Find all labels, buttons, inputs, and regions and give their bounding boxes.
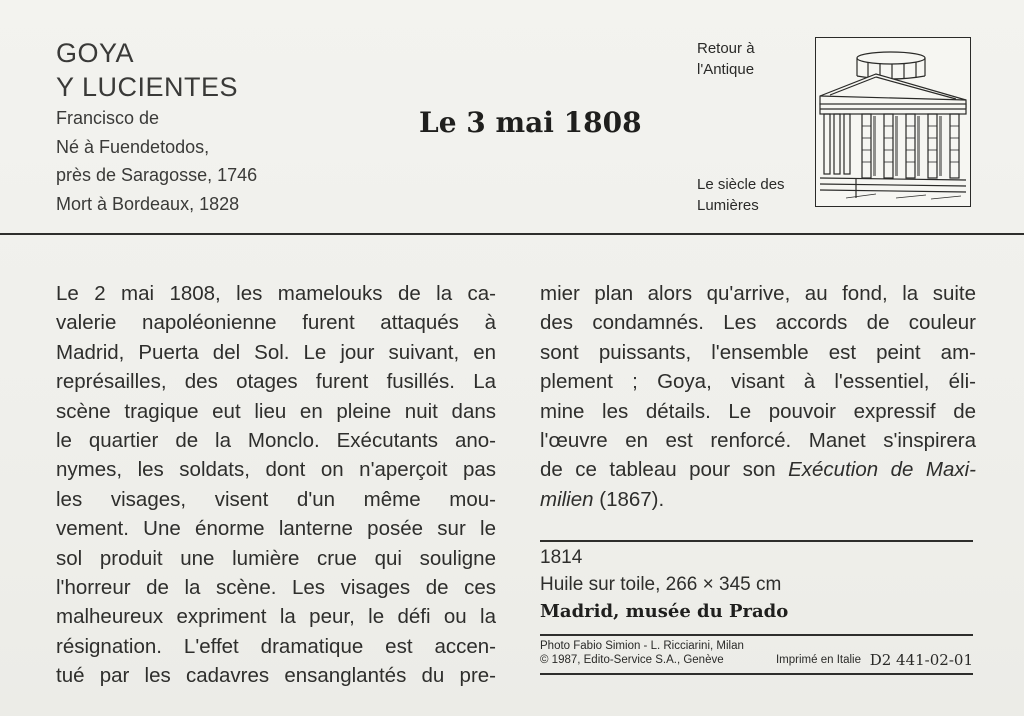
artwork-medium: Huile sur toile, 266 × 345 cm <box>540 574 782 595</box>
photo-credit: Photo Fabio Simion - L. Ricciarini, Milan <box>540 640 744 652</box>
artist-name-line1: GOYA <box>56 38 135 68</box>
text-line: sont puissants, l'ensemble est peint am- <box>540 340 976 364</box>
text-fragment: de ce tableau pour son <box>540 458 789 482</box>
text-fragment: (1867). <box>593 487 665 511</box>
text-line: sol produit une lumière crue qui souligne <box>56 546 496 570</box>
text-line-mixed <box>540 485 976 514</box>
text-line: valerie napoléonienne furent attaqués à <box>56 311 496 335</box>
printed-in: Imprimé en Italie <box>775 654 861 666</box>
series-label-top <box>697 38 755 80</box>
artist-first-name: Francisco de <box>56 108 160 128</box>
artist-name-line2: Y LUCIENTES <box>56 72 239 102</box>
series-bottom-line2: Lumières <box>697 197 759 214</box>
text-line: représailles, des otages furent fusillés. La <box>56 370 496 394</box>
text-line: Le 2 mai 1808, les mamelouks de la ca- <box>56 282 496 305</box>
text-line: scène tragique eut lieu en pleine nuit dans <box>56 399 496 423</box>
text-line: tué par les cadavres ensanglantés du pre- <box>56 664 496 688</box>
series-label-bottom <box>697 174 785 216</box>
artwork-year: 1814 <box>540 547 583 568</box>
artist-born-line1: Né à Fuendetodos, <box>56 136 210 157</box>
copyright-text: © 1987, Edito-Service S.A., Genève <box>540 654 724 666</box>
italic-title-fragment: Exécution de Maxi- <box>788 458 976 482</box>
text-line: nymes, les soldats, dont on n'aperçoit pas <box>56 458 496 482</box>
series-top-line2: l'Antique <box>697 61 755 78</box>
description-column-left <box>56 279 496 691</box>
description-column-right <box>540 279 976 514</box>
info-divider-top <box>540 540 973 542</box>
credits-divider-top <box>540 634 973 636</box>
copyright-line <box>540 651 973 669</box>
artist-died: Mort à Bordeaux, 1828 <box>56 193 240 214</box>
text-line: le quartier de la Monclo. Exécutants ano- <box>56 429 496 453</box>
header-divider <box>0 233 1024 235</box>
series-bottom-line1: Le siècle des <box>697 176 785 193</box>
text-line: mier plan alors qu'arrive, au fond, la suite <box>540 282 976 305</box>
artist-born-line2: près de Saragosse, 1746 <box>56 165 258 185</box>
neoclassical-temple-icon <box>815 37 971 207</box>
italic-title-fragment: milien <box>540 487 594 511</box>
series-top-line1: Retour à <box>697 40 755 57</box>
text-line: résignation. L'effet dramatique est accen- <box>56 634 496 658</box>
artist-details <box>56 104 257 218</box>
card-code: D2 441-02-01 <box>869 651 973 669</box>
artwork-title: Le 3 mai 1808 <box>419 106 642 139</box>
text-line: mine les détails. Le pouvoir expressif de <box>540 399 976 423</box>
text-line: des condamnés. Les accords de couleur <box>540 311 976 335</box>
artwork-location: Madrid, musée du Prado <box>540 601 789 622</box>
credits-divider-bottom <box>540 673 973 675</box>
text-line-mixed <box>540 455 976 484</box>
text-line: Madrid, Puerta del Sol. Le jour suivant, en <box>56 340 496 364</box>
artist-name <box>56 36 238 104</box>
text-line: les visages, visent d'un même mou- <box>56 487 496 511</box>
text-line: malheureux expriment la peur, le défi ou la <box>56 605 496 629</box>
text-line: l'œuvre en est renforcé. Manet s'inspirera <box>540 429 976 453</box>
text-line: plement ; Goya, visant à l'essentiel, éli- <box>540 370 976 394</box>
text-line: vement. Une énorme lanterne posée sur le <box>56 517 496 541</box>
text-line: l'horreur de la scène. Les visages de ces <box>56 576 496 600</box>
